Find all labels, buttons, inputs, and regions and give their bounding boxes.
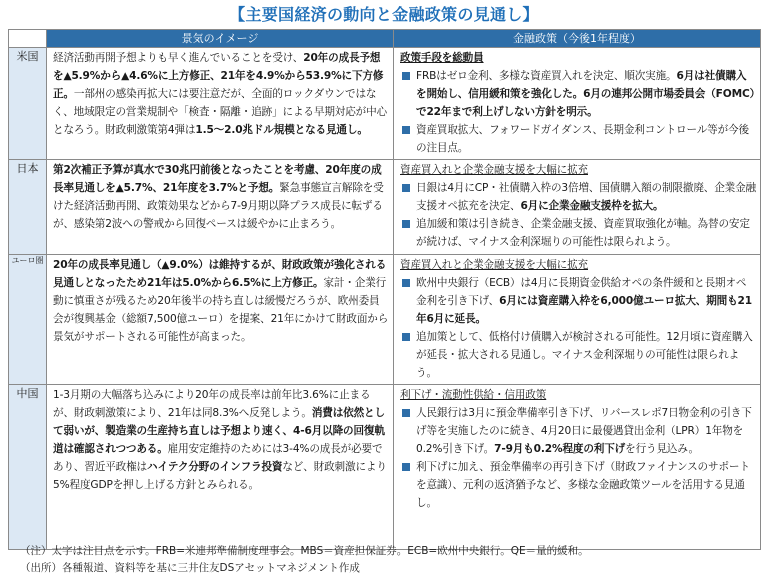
text-run: 1-3月期の大幅落ち込みにより20年の成長率は前年比3.6%に止まるが、財政刺激策により、21年は同8.3%へ反発しよう。: [53, 389, 371, 419]
source-line: （出所）各種報道、資料等を基に三井住友DSアセットマネジメント作成: [20, 562, 360, 574]
policy-cell: [394, 48, 761, 160]
policy-list: [400, 274, 756, 382]
region-label: 日本: [9, 160, 47, 255]
text-run: 日銀は4月にCP・社債購入枠の3倍増、国債購入額の制限撤廃、企業金融支援オペ拡充を決定、: [416, 182, 756, 212]
bold-text-run: 消費は依然として弱いが、製造業の生産持ち直しは予想より速く、4-6月以降の回復軌道は確認されつつある。: [53, 407, 385, 455]
text-run: 経済活動再開予想よりも早く進んでいることを受け、: [53, 52, 304, 64]
square-bullet-icon: [402, 333, 410, 341]
header-outlook: 景気のイメージ: [47, 30, 394, 48]
policy-list-item: [400, 458, 756, 512]
bold-text-run: 1.5～2.0兆ドル規模となる見通し。: [195, 124, 368, 136]
outlook-cell: [47, 255, 394, 385]
bold-text-run: 6月には資産購入枠を6,000億ユーロ拡大、期間も21年6月に延長。: [416, 295, 752, 325]
outlook-cell: [47, 48, 394, 160]
footnotes: [20, 543, 760, 577]
square-bullet-icon: [402, 220, 410, 228]
policy-list-item: [400, 67, 756, 121]
policy-list: [400, 179, 756, 251]
region-label: ユーロ圏: [9, 255, 47, 385]
square-bullet-icon: [402, 72, 410, 80]
table-row: [9, 255, 761, 385]
policy-cell: [394, 385, 761, 550]
policy-heading: 資産買入れと企業金融支援を大幅に拡充: [400, 164, 588, 176]
text-run: 追加策として、低格付け債購入が検討される可能性。12月頃に資産購入が延長・拡大される見通し。マイナス金利深堀りの可能性は限られよう。: [416, 331, 753, 379]
policy-heading: 資産買入れと企業金融支援を大幅に拡充: [400, 259, 588, 271]
policy-list-item: [400, 404, 756, 458]
region-label: 米国: [9, 48, 47, 160]
table-header-row: [9, 30, 761, 48]
policy-list-item: [400, 215, 756, 251]
square-bullet-icon: [402, 409, 410, 417]
outlook-table: [8, 29, 761, 550]
policy-list-item: [400, 179, 756, 215]
text-run: 一部州の感染再拡大には要注意だが、全面的ロックダウンではなく、地域限定の営業規制や「検査・隔離・追跡」による早期対応が中心となろう。財政刺激策第4弾は: [53, 88, 387, 136]
table-row: [9, 160, 761, 255]
outlook-cell: [47, 160, 394, 255]
text-run: 追加緩和策は引き続き、企業金融支援、資産買取強化が軸。為替の安定が続けば、マイナス金利深堀りの可能性は限られよう。: [416, 218, 750, 248]
text-run: 人民銀行は3月に預金準備率引き下げ、リバースレポ7日物金利の引き下げ等を実施したのに続き、4月20日に最優遇貸出金利（LPR）1年物を0.2%引き下げ。: [416, 407, 752, 455]
policy-list: [400, 67, 756, 157]
text-run: 雇用安定維持のためには3-4%の成長が必要であり、習近平政権は: [53, 443, 383, 473]
policy-list: [400, 404, 756, 512]
text-run: 緊急事態宣言解除を受けた経済活動再開、政策効果などから7-9月期以降プラス成長に転ずるが、感染第2波への警戒から回復ペースは緩やかに止まろう。: [53, 182, 384, 230]
policy-list-item: [400, 328, 756, 382]
square-bullet-icon: [402, 463, 410, 471]
outlook-cell: [47, 385, 394, 550]
bold-text-run: 第2次補正予算が真水で30兆円前後となったことを考慮、20年度の成長率見通しを▲5.7%、21年度を3.7%と予想。: [53, 164, 382, 194]
table-row: [9, 48, 761, 160]
policy-heading: 政策手段を総動員: [400, 52, 484, 64]
text-run: 欧州中央銀行（ECB）は4月に長期資金供給オペの条件緩和と長期オペ金利を引き下げ、: [416, 277, 747, 307]
bold-text-run: 20年の成長率見通し（▲9.0%）は維持するが、財政政策が強化される見通しとなったため21年は5.0%から6.5%に上方修正。: [53, 259, 387, 289]
bold-text-run: 20年の成長予想を▲5.9%から▲4.6%に上方修正、21年を4.9%から53.9%に下方修正。: [53, 52, 384, 100]
bold-text-run: 7-9月も0.2%程度の利下げ: [494, 443, 626, 455]
bold-text-run: 6月に企業金融支援枠を拡大。: [520, 200, 664, 212]
text-run: 利下げに加え、預金準備率の再引き下げ（財政ファイナンスのサポートを意識）、元利の返済猶予など、多様な金融政策ツールを活用する見通し。: [416, 461, 750, 509]
header-corner: [9, 30, 47, 48]
text-run: など、財政刺激により5%程度GDPを押し上げる方針とみられる。: [53, 461, 387, 491]
page-title: 【主要国経済の動向と金融政策の見通し】: [229, 5, 539, 24]
table-row: [9, 385, 761, 550]
region-label: 中国: [9, 385, 47, 550]
text-run: 家計・企業行動に慎重さが残るため20年後半の持ち直しは緩慢だろうが、欧州委員会が復興基金（総額7,500億ユーロ）を提案、21年にかけて財政面から景気がサポートされる可能性が高まった。: [53, 277, 389, 343]
bold-text-run: ハイテク分野のインフラ投資: [147, 461, 283, 473]
square-bullet-icon: [402, 184, 410, 192]
header-policy: 金融政策（今後1年程度）: [394, 30, 761, 48]
policy-list-item: [400, 274, 756, 328]
policy-cell: [394, 255, 761, 385]
policy-list-item: [400, 121, 756, 157]
text-run: を行う見込み。: [625, 443, 699, 455]
square-bullet-icon: [402, 279, 410, 287]
text-run: 資産買取拡大、フォワードガイダンス、長期金利コントロール等が今後の注目点。: [416, 124, 749, 154]
policy-cell: [394, 160, 761, 255]
text-run: FRBはゼロ金利、多様な資産買入れを決定、順次実施。: [416, 70, 677, 82]
square-bullet-icon: [402, 126, 410, 134]
bold-text-run: 6月は社債購入を開始し、信用緩和策を強化した。6月の連邦公開市場委員会（FOMC）で22年まで利上げしない方針を明示。: [416, 70, 755, 118]
note-line: （注）太字は注目点を示す。FRB=米連邦準備制度理事会。MBS＝資産担保証券。ECB=欧州中央銀行。QE＝量的緩和。: [20, 545, 589, 557]
policy-heading: 利下げ・流動性供給・信用政策: [400, 389, 547, 401]
